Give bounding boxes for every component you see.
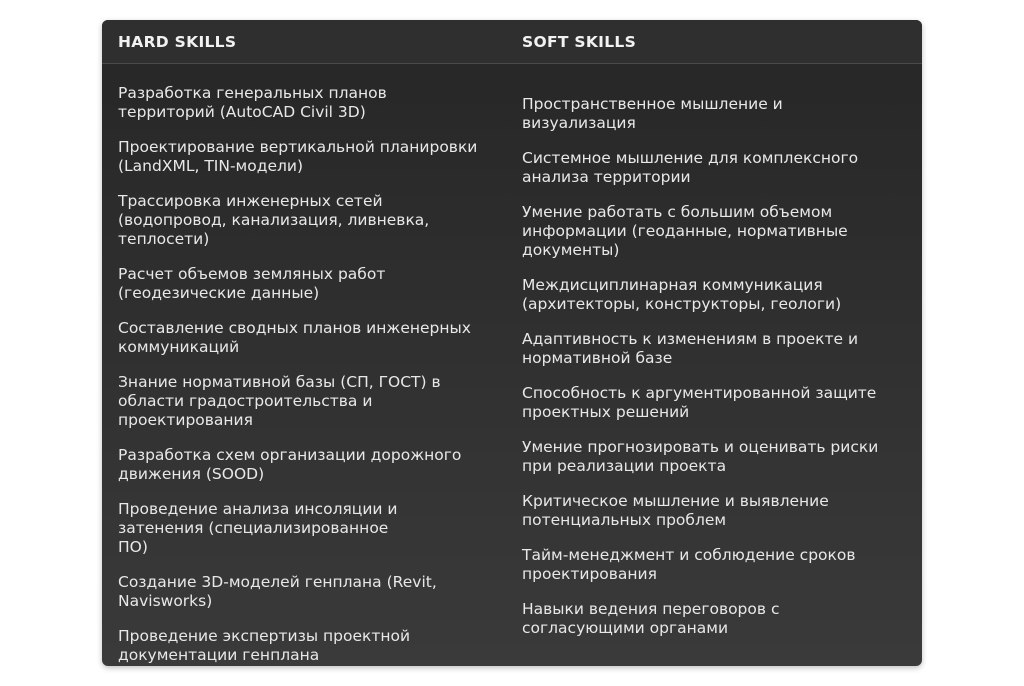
hard-skill-item: Проведение анализа инсоляции и затенения (специализированное ПО) [118, 500, 398, 556]
hard-skills-header: HARD SKILLS [118, 33, 237, 51]
soft-skill-item: Междисциплинарная коммуникация (архитекторы, конструкторы, геологи) [522, 276, 842, 313]
soft-skill-item: Навыки ведения переговоров с согласующими органами [522, 600, 780, 637]
hard-skill-item: Проведение экспертизы проектной документации генплана [118, 627, 411, 664]
hard-skill-item: Проектирование вертикальной планировки (LandXML, TIN-модели) [118, 138, 478, 175]
skills-table [102, 20, 922, 666]
table-header [102, 20, 922, 64]
soft-skill-item: Умение прогнозировать и оценивать риски при реализации проекта [522, 438, 879, 475]
soft-skill-item: Тайм-менеджмент и соблюдение сроков проектирования [522, 546, 856, 583]
hard-skill-item: Разработка генеральных планов территорий (AutoCAD Civil 3D) [118, 84, 387, 121]
soft-skill-item: Пространственное мышление и визуализация [522, 95, 783, 132]
soft-skills-column [522, 95, 902, 654]
soft-skills-header: SOFT SKILLS [522, 33, 637, 51]
hard-skill-item: Составление сводных планов инженерных коммуникаций [118, 319, 471, 356]
hard-skill-item: Расчет объемов земляных работ (геодезические данные) [118, 265, 386, 302]
soft-skill-item: Критическое мышление и выявление потенциальных проблем [522, 492, 829, 529]
hard-skill-item: Разработка схем организации дорожного движения (SOOD) [118, 446, 462, 483]
soft-skill-item: Способность к аргументированной защите проектных решений [522, 384, 877, 421]
hard-skill-item: Знание нормативной базы (СП, ГОСТ) в области градостроительства и проектирования [118, 373, 441, 429]
soft-skill-item: Адаптивность к изменениям в проекте и нормативной базе [522, 330, 859, 367]
soft-skill-item: Системное мышление для комплексного анализа территории [522, 149, 859, 186]
soft-skill-item: Умение работать с большим объемом информации (геоданные, нормативные документы) [522, 203, 848, 259]
hard-skill-item: Создание 3D-моделей генплана (Revit, Navisworks) [118, 573, 437, 610]
hard-skills-column [118, 84, 498, 666]
hard-skill-item: Трассировка инженерных сетей (водопровод, канализация, ливневка, теплосети) [118, 192, 430, 248]
